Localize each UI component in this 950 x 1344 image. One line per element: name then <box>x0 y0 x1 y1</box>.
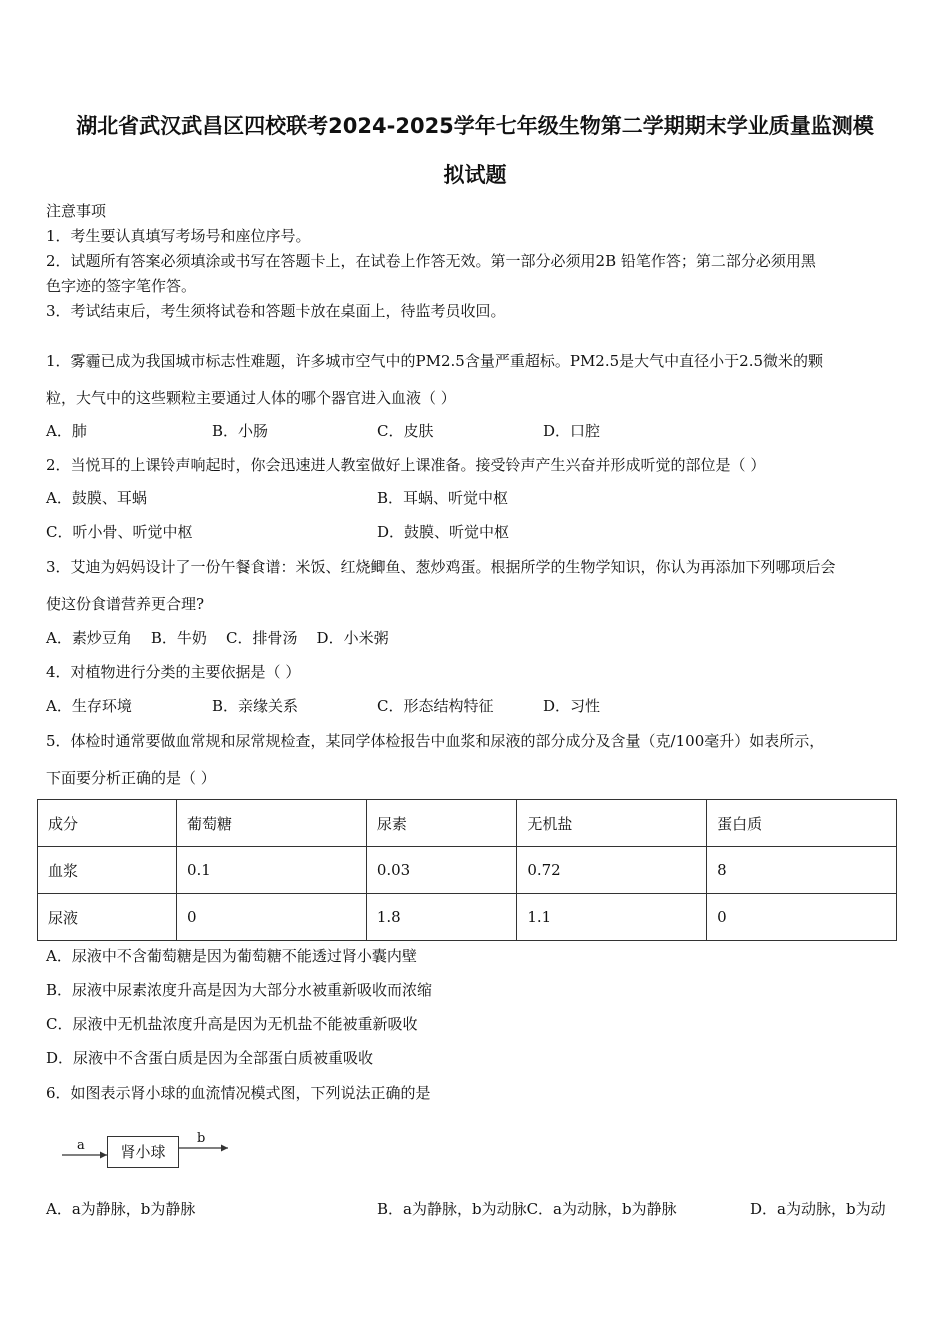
glomerulus-box: 肾小球 <box>107 1136 179 1168</box>
table-cell: 0.1 <box>177 847 367 894</box>
table-header-cell: 葡萄糖 <box>177 800 367 847</box>
q2-option-b: B．耳蜗、听觉中枢 <box>377 489 509 507</box>
q3-options: A．素炒豆角 B．牛奶 C．排骨汤 D．小米粥 <box>46 629 389 647</box>
table-header-cell: 蛋白质 <box>707 800 897 847</box>
outflow-arrowhead <box>221 1145 228 1152</box>
notice-item: 色字迹的签字笔作答。 <box>46 277 197 295</box>
table-cell: 血浆 <box>38 847 177 894</box>
vessel-a-label: a <box>77 1138 85 1153</box>
table-header-row <box>38 800 897 847</box>
glomerulus-diagram <box>60 1128 240 1176</box>
vessel-b-label: b <box>197 1131 206 1146</box>
q2-option-d: D．鼓膜、听觉中枢 <box>377 523 510 541</box>
inflow-arrowhead <box>100 1152 107 1159</box>
q3-stem-line2: 使这份食谱营养更合理? <box>46 595 205 613</box>
q6-stem: 6．如图表示肾小球的血流情况模式图，下列说法正确的是 <box>46 1084 431 1102</box>
table-cell: 尿液 <box>38 894 177 941</box>
table-cell: 0.03 <box>366 847 516 894</box>
q1-option-d: D．口腔 <box>543 422 601 440</box>
q1-option-b: B．小肠 <box>212 422 269 440</box>
q5-stem-line1: 5．体检时通常要做血常规和尿常规检查，某同学体检报告中血浆和尿液的部分成分及含量（克/100毫升）如表所示， <box>46 732 825 750</box>
q5-option-a: A．尿液中不含葡萄糖是因为葡萄糖不能透过肾小囊内壁 <box>46 947 417 965</box>
notice-item: 3．考试结束后，考生须将试卷和答题卡放在桌面上，待监考员收回。 <box>46 302 506 320</box>
q6-option-bc: B．a为静脉，b为动脉C．a为动脉，b为静脉 <box>377 1200 677 1218</box>
table-cell: 8 <box>707 847 897 894</box>
table-row <box>38 847 897 894</box>
q4-stem: 4．对植物进行分类的主要依据是（ ） <box>46 663 301 681</box>
notice-item: 2．试题所有答案必须填涂或书写在答题卡上，在试卷上作答无效。第一部分必须用2B 铅笔作答；第二部分必须用黑 <box>46 252 816 270</box>
q2-option-a: A．鼓膜、耳蜗 <box>46 489 147 507</box>
q1-stem-line2: 粒，大气中的这些颗粒主要通过人体的哪个器官进入血液（ ） <box>46 389 456 407</box>
q5-option-c: C．尿液中无机盐浓度升高是因为无机盐不能被重新吸收 <box>46 1015 418 1033</box>
q1-option-c: C．皮肤 <box>377 422 434 440</box>
table-cell: 1.1 <box>517 894 707 941</box>
q1-option-a: A．肺 <box>46 422 87 440</box>
table-header-cell: 成分 <box>38 800 177 847</box>
q2-option-c: C．听小骨、听觉中枢 <box>46 523 193 541</box>
q5-option-b: B．尿液中尿素浓度升高是因为大部分水被重新吸收而浓缩 <box>46 981 433 999</box>
notice-heading: 注意事项 <box>46 202 107 220</box>
q4-option-d: D．习性 <box>543 697 601 715</box>
table-cell: 0.72 <box>517 847 707 894</box>
q6-option-d: D．a为动脉，b为动 <box>750 1200 886 1218</box>
table-cell: 0 <box>707 894 897 941</box>
q3-stem-line1: 3．艾迪为妈妈设计了一份午餐食谱：米饭、红烧鲫鱼、葱炒鸡蛋。根据所学的生物学知识，你认为再添加下列哪项后会 <box>46 558 836 576</box>
exam-title-line1: 湖北省武汉武昌区四校联考2024-2025学年七年级生物第二学期期末学业质量监测模 <box>76 114 874 138</box>
q2-stem: 2．当悦耳的上课铃声响起时，你会迅速进人教室做好上课准备。接受铃声产生兴奋并形成听觉的部位是（ ） <box>46 456 766 474</box>
q6-option-a: A．a为静脉，b为静脉 <box>46 1200 196 1218</box>
q1-stem-line1: 1．雾霾已成为我国城市标志性难题，许多城市空气中的PM2.5含量严重超标。PM2.5是大气中直径小于2.5微米的颗 <box>46 352 824 370</box>
exam-title-line2: 拟试题 <box>443 163 507 187</box>
table-cell: 1.8 <box>366 894 516 941</box>
table-header-cell: 尿素 <box>366 800 516 847</box>
notice-item: 1．考生要认真填写考场号和座位序号。 <box>46 227 311 245</box>
table-cell: 0 <box>177 894 367 941</box>
table-row <box>38 894 897 941</box>
table-header-cell: 无机盐 <box>517 800 707 847</box>
q5-option-d: D．尿液中不含蛋白质是因为全部蛋白质被重吸收 <box>46 1049 374 1067</box>
q5-stem-line2: 下面要分析正确的是（ ） <box>46 769 216 787</box>
q4-option-b: B．亲缘关系 <box>212 697 299 715</box>
plasma-urine-table <box>37 799 897 941</box>
q4-option-a: A．生存环境 <box>46 697 132 715</box>
q4-option-c: C．形态结构特征 <box>377 697 494 715</box>
